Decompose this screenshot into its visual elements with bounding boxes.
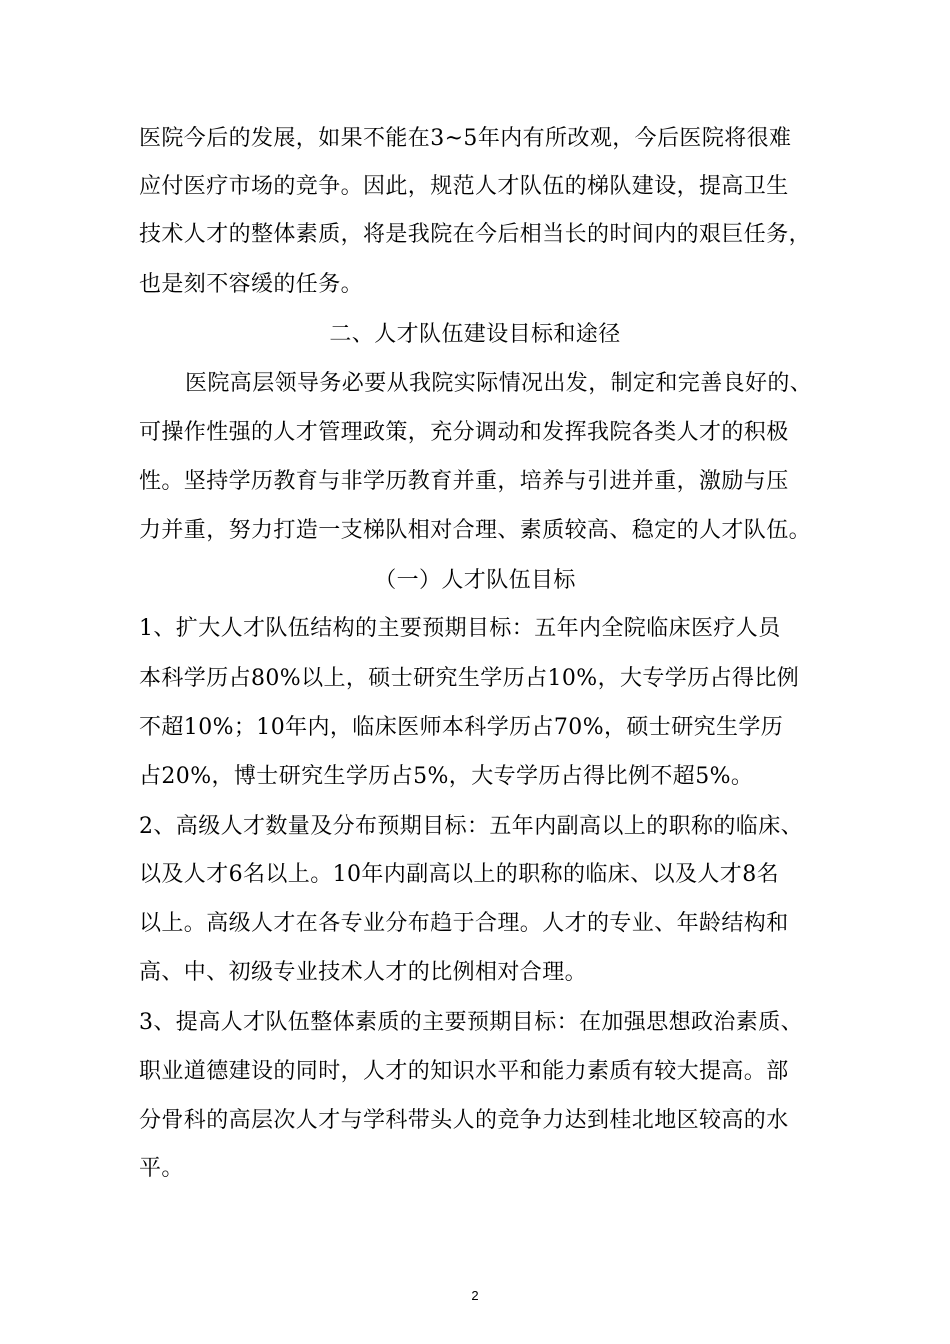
- paragraph-line: 2、高级人才数量及分布预期目标：五年内副高以上的职称的临床、: [139, 814, 803, 839]
- paragraph-line: 医院今后的发展，如果不能在3~5年内有所改观，今后医院将很难: [139, 126, 792, 151]
- subsection-heading: （一）人才队伍目标: [374, 568, 576, 593]
- paragraph-line: 平。: [139, 1156, 184, 1181]
- paragraph-line: 本科学历占80%以上，硕士研究生学历占10%，大专学历占得比例: [139, 666, 800, 691]
- paragraph-line: 分骨科的高层次人才与学科带头人的竞争力达到桂北地区较高的水: [139, 1108, 789, 1133]
- paragraph-line: 可操作性强的人才管理政策，充分调动和发挥我院各类人才的积极: [139, 420, 789, 445]
- paragraph-line: 也是刻不容缓的任务。: [139, 272, 364, 297]
- paragraph-line: 不超10%；10年内，临床医师本科学历占70%，硕士研究生学历: [139, 715, 784, 740]
- paragraph-line: 高、中、初级专业技术人才的比例相对合理。: [139, 960, 588, 985]
- paragraph-line: 应付医疗市场的竞争。因此，规范人才队伍的梯队建设，提高卫生: [139, 174, 789, 199]
- paragraph-line: 技术人才的整体素质，将是我院在今后相当长的时间内的艰巨任务，: [139, 222, 812, 247]
- section-heading: 二、人才队伍建设目标和途径: [329, 322, 621, 347]
- paragraph-line: 占20%，博士研究生学历占5%，大专学历占得比例不超5%。: [139, 764, 754, 789]
- paragraph-line: 以及人才6名以上。10年内副高以上的职称的临床、以及人才8名: [139, 862, 779, 887]
- paragraph-line: 力并重，努力打造一支梯队相对合理、素质较高、稳定的人才队伍。: [139, 518, 812, 543]
- paragraph-line: 3、提高人才队伍整体素质的主要预期目标：在加强思想政治素质、: [139, 1010, 803, 1035]
- paragraph-line: 医院高层领导务必要从我院实际情况出发，制定和完善良好的、: [185, 371, 813, 396]
- paragraph-line: 以上。高级人才在各专业分布趋于合理。人才的专业、年龄结构和: [139, 911, 789, 936]
- page-number: 2: [471, 1288, 479, 1303]
- paragraph-line: 1、扩大人才队伍结构的主要预期目标：五年内全院临床医疗人员: [139, 616, 781, 641]
- paragraph-line: 职业道德建设的同时，人才的知识水平和能力素质有较大提高。部: [139, 1059, 789, 1084]
- paragraph-line: 性。坚持学历教育与非学历教育并重，培养与引进并重，激励与压: [139, 469, 789, 494]
